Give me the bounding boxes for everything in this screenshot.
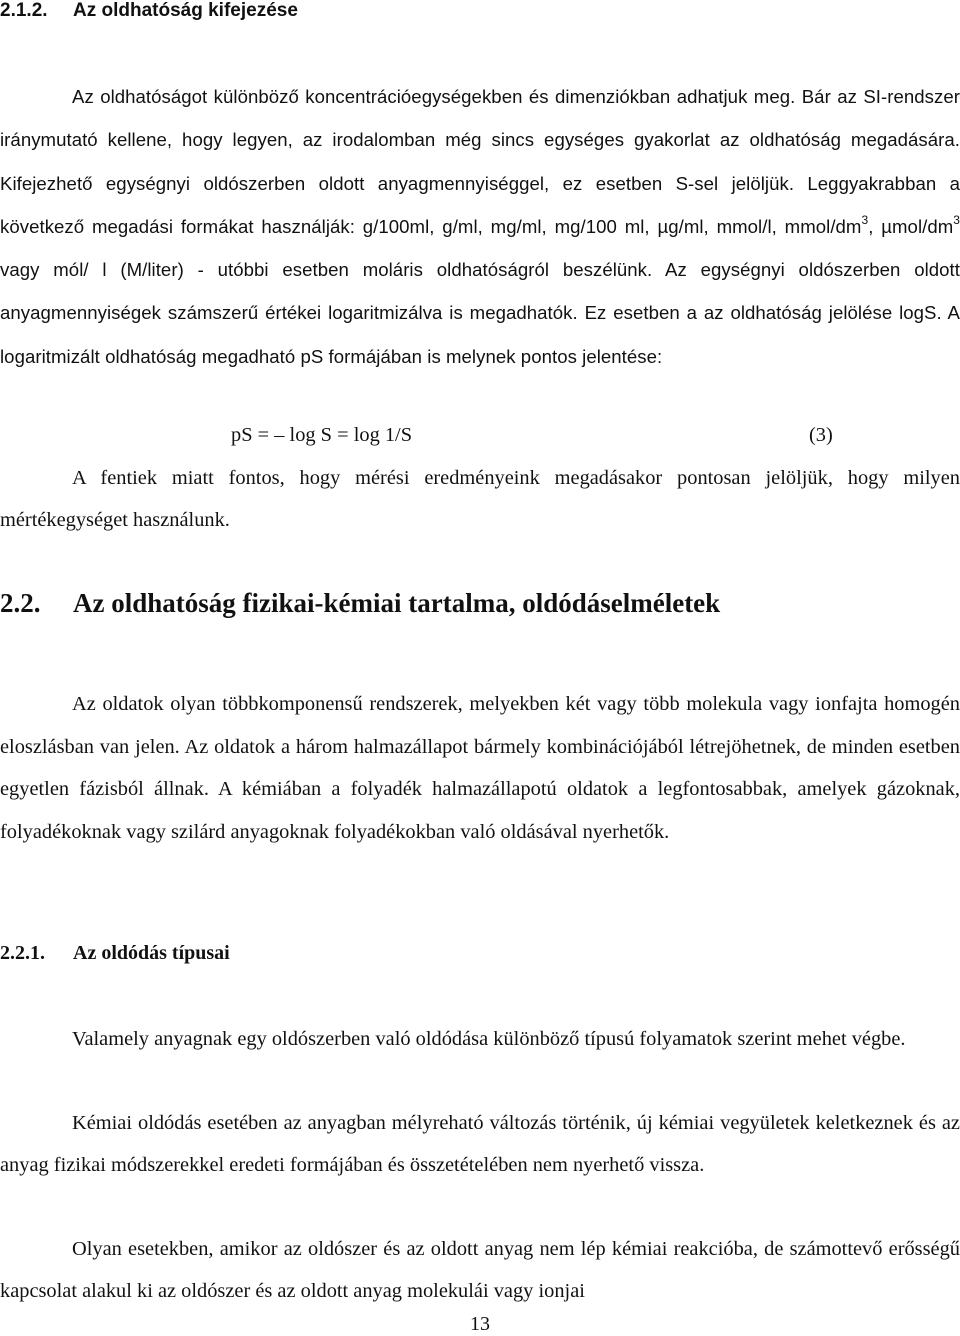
paragraph-text-part: vagy mól/ l (M/liter) - utóbbi esetben moláris oldhatóságról beszélünk. Az egységnyi oldószerben oldott anyagmennyiségek számszerű értékei logaritmizálva is megadhatók. Ez esetben a az oldhatóság jelölése logS. A logaritmizált oldhatóság megadható pS formájában is melynek pontos jelentése: xyxy=(0,259,960,367)
paragraph-physical-dissolution xyxy=(0,1228,960,1312)
section-number: 2.1.2. xyxy=(0,0,48,21)
equation-text: pS = – log S = log 1/S xyxy=(231,424,413,446)
section-title: Az oldhatóság fizikai-kémiai tartalma, oldódáselméletek xyxy=(73,588,721,618)
page-number: 13 xyxy=(470,1313,490,1335)
superscript: 3 xyxy=(953,212,960,227)
paragraph-text xyxy=(0,75,960,378)
paragraph-text: Kémiai oldódás esetében az anyagban mélyreható változás történik, új kémiai vegyületek keletkeznek és az anyag fizikai módszerekkel eredeti formájában és összetételében nem nyerhető vissza. xyxy=(0,1112,960,1176)
paragraph-dissolution-types xyxy=(0,1018,960,1061)
equation-ps xyxy=(0,420,960,454)
section-number: 2.2.1. xyxy=(0,942,45,964)
paragraph-units-note xyxy=(0,458,960,542)
paragraph-text: Az oldatok olyan többkomponensű rendszerek, melyekben két vagy több molekula vagy ionfajta homogén eloszlásban van jelen. Az oldatok a három halmazállapot bármely kombinációjából létrejöhetnek, de minden esetben egyetlen fázisból állnak. A kémiában a folyadék halmazállapotú oldatok a legfontosabbak, amelyek gázoknak, folyadékoknak vagy szilárd anyagoknak folyadékokban való oldásával nyerhetők. xyxy=(0,693,960,843)
paragraph-text: Valamely anyagnak egy oldószerben való oldódása különböző típusú folyamatok szerint mehet végbe. xyxy=(72,1028,906,1050)
paragraph-text-part: Az oldhatóságot különböző koncentrációegységekben és dimenziókban adhatjuk meg. Bár az SI-rendszer iránymutató kellene, hogy legyen, az irodalomban még sincs egységes gyakorlat az oldhatóság megadására. Kifejezhető egységnyi oldószerben oldott anyagmennyiséggel, ez esetben S-sel jelöljük. Leggyakrabban a következő megadási formákat használják: g/100ml, g/ml, mg/ml, mg/100 ml, µg/ml, mmol/l, mmol/dm xyxy=(0,86,960,237)
equation-number: (3) xyxy=(809,424,833,446)
section-number: 2.2. xyxy=(0,588,41,618)
paragraph-chemical-dissolution xyxy=(0,1102,960,1186)
section-heading-2-2 xyxy=(0,588,960,619)
section-heading-2-2-1 xyxy=(0,942,960,965)
paragraph-solutions xyxy=(0,683,960,853)
paragraph-solubility-units xyxy=(0,75,960,378)
section-heading-2-1-2 xyxy=(0,0,960,22)
section-title: Az oldhatóság kifejezése xyxy=(73,0,298,21)
paragraph-text: Olyan esetekben, amikor az oldószer és az oldott anyag nem lép kémiai reakcióba, de számottevő erősségű kapcsolat alakul ki az oldószer és az oldott anyag molekulái vagy ionjai xyxy=(0,1238,960,1302)
paragraph-text-part: , µmol/dm xyxy=(868,215,954,237)
section-title: Az oldódás típusai xyxy=(73,942,230,964)
superscript: 3 xyxy=(861,212,869,227)
paragraph-text: A fentiek miatt fontos, hogy mérési eredményeink megadásakor pontosan jelöljük, hogy milyen mértékegységet használunk. xyxy=(0,467,960,531)
